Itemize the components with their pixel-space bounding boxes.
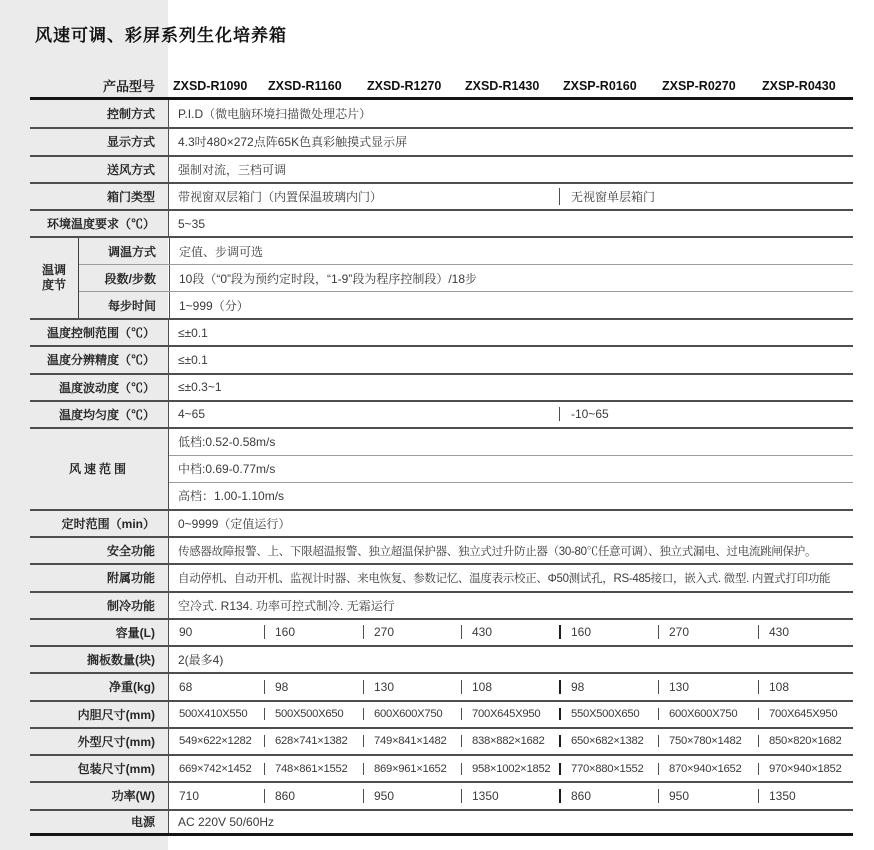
cell-value: 700X645X950 <box>758 708 854 720</box>
group-label: 风速范围 <box>68 462 129 477</box>
row-label: 搁板数量(块) <box>87 653 155 668</box>
spec-group-temp-adjust <box>30 236 853 318</box>
row-value-cell <box>168 674 853 699</box>
row-value-cell <box>168 211 853 236</box>
row-value-cell <box>168 184 853 209</box>
spec-row-temp-ctrl-range <box>30 318 853 345</box>
cell-value: 850×820×1682 <box>758 735 854 747</box>
cell-value: 860 <box>264 789 363 803</box>
wind-speed-mid <box>169 455 853 482</box>
group-label-line2: 度节 <box>41 278 66 293</box>
row-value-cell <box>168 402 853 427</box>
wind-speed-low <box>169 429 853 455</box>
wind-speed-high <box>169 482 853 509</box>
model-name: ZXSD-R1430 <box>465 78 540 93</box>
row-label: 段数/步数 <box>104 271 156 286</box>
row-value-cell <box>168 811 853 833</box>
door-type-zxsd <box>169 188 559 205</box>
model-name: ZXSP-R0160 <box>563 78 637 93</box>
model-name: ZXSD-R1270 <box>367 78 442 93</box>
row-value-cell <box>169 265 853 291</box>
spec-row-temp-resolution <box>30 345 853 372</box>
cell-value: 130 <box>658 680 758 694</box>
spec-row-safety <box>30 536 853 563</box>
row-value: 自动停机、自动开机、监视计时器、来电恢复、参数记忆、温度表示校正、Φ50测试孔，RS-485接口，嵌入式. 微型. 内置式打印功能 <box>178 572 831 585</box>
spec-row-cooling <box>30 591 853 618</box>
row-value-cell <box>168 100 853 127</box>
row-value-cell <box>168 347 853 372</box>
row-value: 带视窗双层箱门（内置保温玻璃内门） <box>178 189 383 204</box>
cell-value: 98 <box>264 680 363 694</box>
row-label: 制冷功能 <box>106 598 155 613</box>
row-value: 高档：1.00-1.10m/s <box>178 489 285 504</box>
spec-row-net-weight <box>30 672 853 699</box>
spec-row-inner-size <box>30 700 853 727</box>
row-value-cell <box>168 702 853 727</box>
model-header-label: 产品型号 <box>102 79 155 94</box>
row-value-cell <box>168 565 853 590</box>
cell-value: 430 <box>461 625 559 639</box>
cell-value: 710 <box>179 788 200 803</box>
row-value: 定值、步调可选 <box>179 244 264 259</box>
cell-value: 549×622×1282 <box>179 735 252 748</box>
row-value-cell <box>168 157 853 182</box>
row-label: 定时范围（min） <box>61 516 155 531</box>
row-label: 环境温度要求（℃） <box>46 217 155 232</box>
row-value: 10段（“0”段为预约定时段，“1-9”段为程序控制段）/18步 <box>179 271 478 286</box>
spec-row-control-mode <box>30 100 853 127</box>
row-value: ≤±0.3~1 <box>178 380 222 395</box>
row-value-cell <box>169 238 853 264</box>
cell-value: 628×741×1382 <box>264 735 363 747</box>
spec-row-airflow-mode <box>30 155 853 182</box>
cell-value: 1350 <box>758 789 854 803</box>
cell-value: 950 <box>658 789 758 803</box>
cell-value: 748×861×1552 <box>264 763 363 775</box>
row-value: 4~65 <box>178 407 206 422</box>
uniformity-zxsp <box>559 407 853 421</box>
spec-row-packing-size <box>30 754 853 781</box>
row-label: 每步时间 <box>107 298 156 313</box>
row-label: 调温方式 <box>107 244 156 259</box>
cell-value: 550X500X650 <box>559 708 658 720</box>
row-label: 安全功能 <box>106 544 155 559</box>
row-label: 容量(L) <box>115 625 155 640</box>
row-value-cell <box>168 375 853 400</box>
row-label: 温度均匀度（℃） <box>58 407 155 422</box>
row-label: 温度控制范围（℃） <box>46 326 155 341</box>
cell-value: 970×940×1852 <box>758 763 854 775</box>
row-label: 外型尺寸(mm) <box>77 734 155 749</box>
row-value: 强制对流，三档可调 <box>178 162 287 177</box>
model-name: ZXSD-R1160 <box>268 78 342 93</box>
row-value-cell <box>168 129 853 154</box>
spec-row-outer-size <box>30 727 853 754</box>
model-name: ZXSD-R1090 <box>173 78 248 93</box>
cell-value: 600X600X750 <box>658 708 758 720</box>
cell-value: 130 <box>363 680 461 694</box>
cell-value: 270 <box>363 625 461 639</box>
spec-row-ambient-temp <box>30 209 853 236</box>
cell-value: 160 <box>559 625 658 639</box>
row-value-cell <box>168 620 853 645</box>
cell-value: 270 <box>658 625 758 639</box>
spec-row-temp-fluctuation <box>30 373 853 400</box>
cell-value: 160 <box>264 625 363 639</box>
cell-value: 1350 <box>461 789 559 803</box>
row-label: 温度波动度（℃） <box>58 380 155 395</box>
row-value: ≤±0.1 <box>178 325 208 340</box>
spec-row-timer-range <box>30 509 853 536</box>
cell-value: 958×1002×1852 <box>461 763 559 775</box>
row-label: 附属功能 <box>106 571 155 586</box>
cell-value: 770×880×1552 <box>559 763 658 775</box>
row-label: 电源 <box>130 815 155 830</box>
row-value-cell <box>168 538 853 563</box>
row-value: 无视窗单层箱门 <box>571 189 656 204</box>
cell-value: 98 <box>559 680 658 694</box>
cell-value: 650×682×1382 <box>559 735 658 747</box>
row-label: 控制方式 <box>106 107 155 122</box>
row-label: 箱门类型 <box>106 189 155 204</box>
spec-row-display-mode <box>30 127 853 154</box>
cell-value: 750×780×1482 <box>658 735 758 747</box>
row-value-cell <box>168 756 853 781</box>
model-header-row <box>30 74 853 100</box>
row-value-cell <box>168 511 853 536</box>
cell-value: 430 <box>758 625 854 639</box>
cell-value: 600X600X750 <box>363 708 461 720</box>
row-label: 内胆尺寸(mm) <box>77 707 155 722</box>
row-value-cell <box>168 593 853 618</box>
row-value-cell <box>168 729 853 754</box>
row-value-cell <box>168 783 853 808</box>
row-value: 传感器故障报警、上、下限超温报警、独立超温保护器、独立式过升防止器（30-80℃任意可调）、独立式漏电、过电流跳闸保护。 <box>178 545 817 558</box>
spec-table <box>30 74 853 836</box>
row-label: 送风方式 <box>106 162 155 177</box>
group-label-line1: 温调 <box>41 263 66 278</box>
group-body <box>168 429 853 509</box>
cell-value: 68 <box>179 679 193 694</box>
row-value-cell <box>169 292 853 318</box>
row-label: 包装尺寸(mm) <box>77 762 155 777</box>
row-label: 净重(kg) <box>109 680 155 695</box>
spec-row-temp-mode <box>79 238 853 264</box>
row-value: 低档:0.52-0.58m/s <box>178 435 276 450</box>
uniformity-zxsd <box>169 407 559 421</box>
group-body <box>78 238 853 318</box>
row-value: ≤±0.1 <box>178 352 208 367</box>
model-name: ZXSP-R0430 <box>762 78 836 93</box>
cell-value: 500X500X650 <box>264 708 363 720</box>
row-label: 功率(W) <box>111 789 155 804</box>
spec-row-attached <box>30 563 853 590</box>
cell-value: 90 <box>179 625 193 640</box>
cell-value: 870×940×1652 <box>658 763 758 775</box>
cell-value: 108 <box>461 680 559 694</box>
row-value-cell <box>168 647 853 672</box>
cell-value: 869×961×1652 <box>363 763 461 775</box>
spec-group-wind-speed <box>30 427 853 509</box>
row-value: P.I.D（微电脑环境扫描微处理芯片） <box>178 107 372 122</box>
row-value: 中档:0.69-0.77m/s <box>178 462 276 477</box>
cell-value: 860 <box>559 789 658 803</box>
row-label: 显示方式 <box>106 135 155 150</box>
spec-row-temp-uniformity <box>30 400 853 427</box>
spec-row-segments-steps <box>79 264 853 291</box>
cell-value: 950 <box>363 789 461 803</box>
cell-value: 700X645X950 <box>461 708 559 720</box>
group-label <box>30 238 78 318</box>
page-title: 风速可调、彩屏系列生化培养箱 <box>35 26 287 45</box>
row-value: 2(最多4) <box>178 653 224 668</box>
row-value: 4.3吋480×272点阵65K色真彩触摸式显示屏 <box>178 135 408 150</box>
spec-row-capacity <box>30 618 853 645</box>
row-value: 1~999（分） <box>179 298 249 313</box>
row-value: AC 220V 50/60Hz <box>178 814 275 829</box>
door-type-zxsp <box>559 188 853 205</box>
spec-row-door-type <box>30 182 853 209</box>
row-value: 5~35 <box>178 216 206 231</box>
row-value: -10~65 <box>571 407 609 422</box>
spec-row-shelves <box>30 645 853 672</box>
spec-row-step-time <box>79 291 853 318</box>
row-value: 空冷式. R134. 功率可控式制冷. 无霜运行 <box>178 598 395 613</box>
row-value: 0~9999（定值运行） <box>178 516 291 531</box>
cell-value: 669×742×1452 <box>179 762 252 775</box>
spec-row-power-supply <box>30 809 853 836</box>
model-name: ZXSP-R0270 <box>662 78 736 93</box>
cell-value: 838×882×1682 <box>461 735 559 747</box>
cell-value: 749×841×1482 <box>363 735 461 747</box>
spec-row-power <box>30 781 853 808</box>
cell-value: 108 <box>758 680 854 694</box>
row-label: 温度分辨精度（℃） <box>46 353 155 368</box>
cell-value: 500X410X550 <box>179 708 248 721</box>
row-value-cell <box>168 320 853 345</box>
